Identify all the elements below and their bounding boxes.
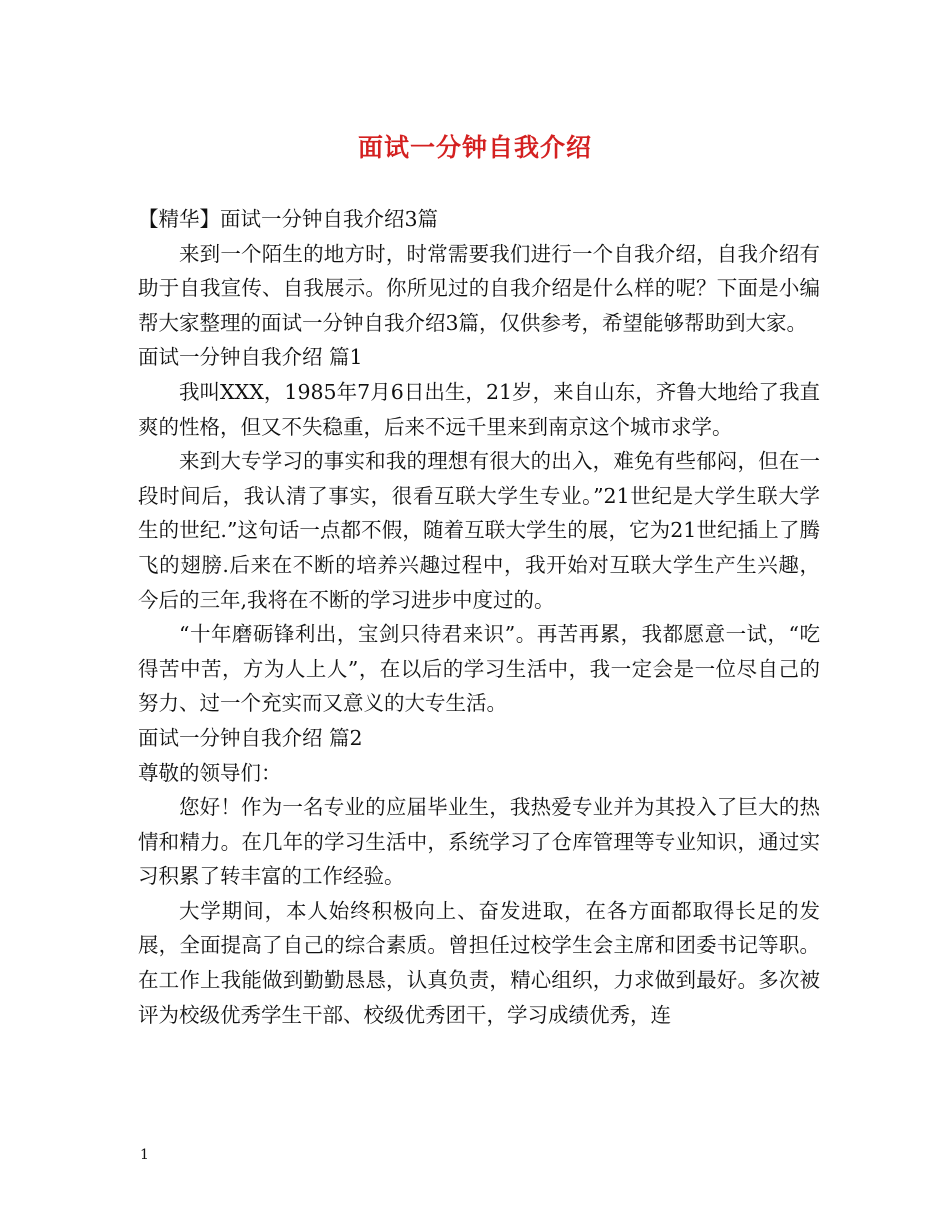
section-heading-2: 面试一分钟自我介绍 篇2 (138, 725, 363, 750)
section-heading-1: 面试一分钟自我介绍 篇1 (138, 345, 363, 370)
paragraph: 您好！作为一名专业的应届毕业生，我热爱专业并为其投入了巨大的热情和精力。在几年的学习生活中，系统学习了仓库管理等专业知识，通过实习积累了转丰富的工作经验。 (138, 795, 820, 889)
paragraph: 大学期间，本人始终积极向上、奋发进取，在各方面都取得长足的发展，全面提高了自己的综合素质。曾担任过校学生会主席和团委书记等职。在工作上我能做到勤勤恳恳，认真负责，精心组织，力求做到最好。多次被评为校级优秀学生干部、校级优秀团干，学习成绩优秀，连 (138, 898, 820, 1027)
page-number: 1 (140, 1147, 149, 1163)
greeting: 尊敬的领导们： (138, 760, 282, 785)
paragraph-intro: 来到一个陌生的地方时，时常需要我们进行一个自我介绍，自我介绍有助于自我宣传、自我展示。你所见过的自我介绍是什么样的呢？下面是小编帮大家整理的面试一分钟自我介绍3篇，仅供参考，希望能够帮助到大家。 (138, 241, 820, 335)
document-title: 面试一分钟自我介绍 (357, 133, 592, 162)
paragraph-heading: 【精华】面试一分钟自我介绍3篇 (138, 207, 439, 231)
document-body (138, 202, 820, 1032)
paragraph: 来到大专学习的事实和我的理想有很大的出入，难免有些郁闷，但在一段时间后，我认清了事实，很看互联大学生专业。”21世纪是大学生联大学生的世纪.”这句话一点都不假，随着互联大学生的展，它为21世纪插上了腾飞的翅膀.后来在不断的培养兴趣过程中，我开始对互联大学生产生兴趣，今后的三年,我将在不断的学习进步中度过的。 (138, 449, 820, 612)
paragraph: 我叫XXX，1985年7月6日出生，21岁，来自山东，齐鲁大地给了我直爽的性格，但又不失稳重，后来不远千里来到南京这个城市求学。 (138, 379, 820, 439)
paragraph: “十年磨砺锋利出，宝剑只待君来识”。再苦再累，我都愿意一试，“吃得苦中苦，方为人上人”，在以后的学习生活中，我一定会是一位尽自己的努力、过一个充实而又意义的大专生活。 (138, 622, 820, 716)
